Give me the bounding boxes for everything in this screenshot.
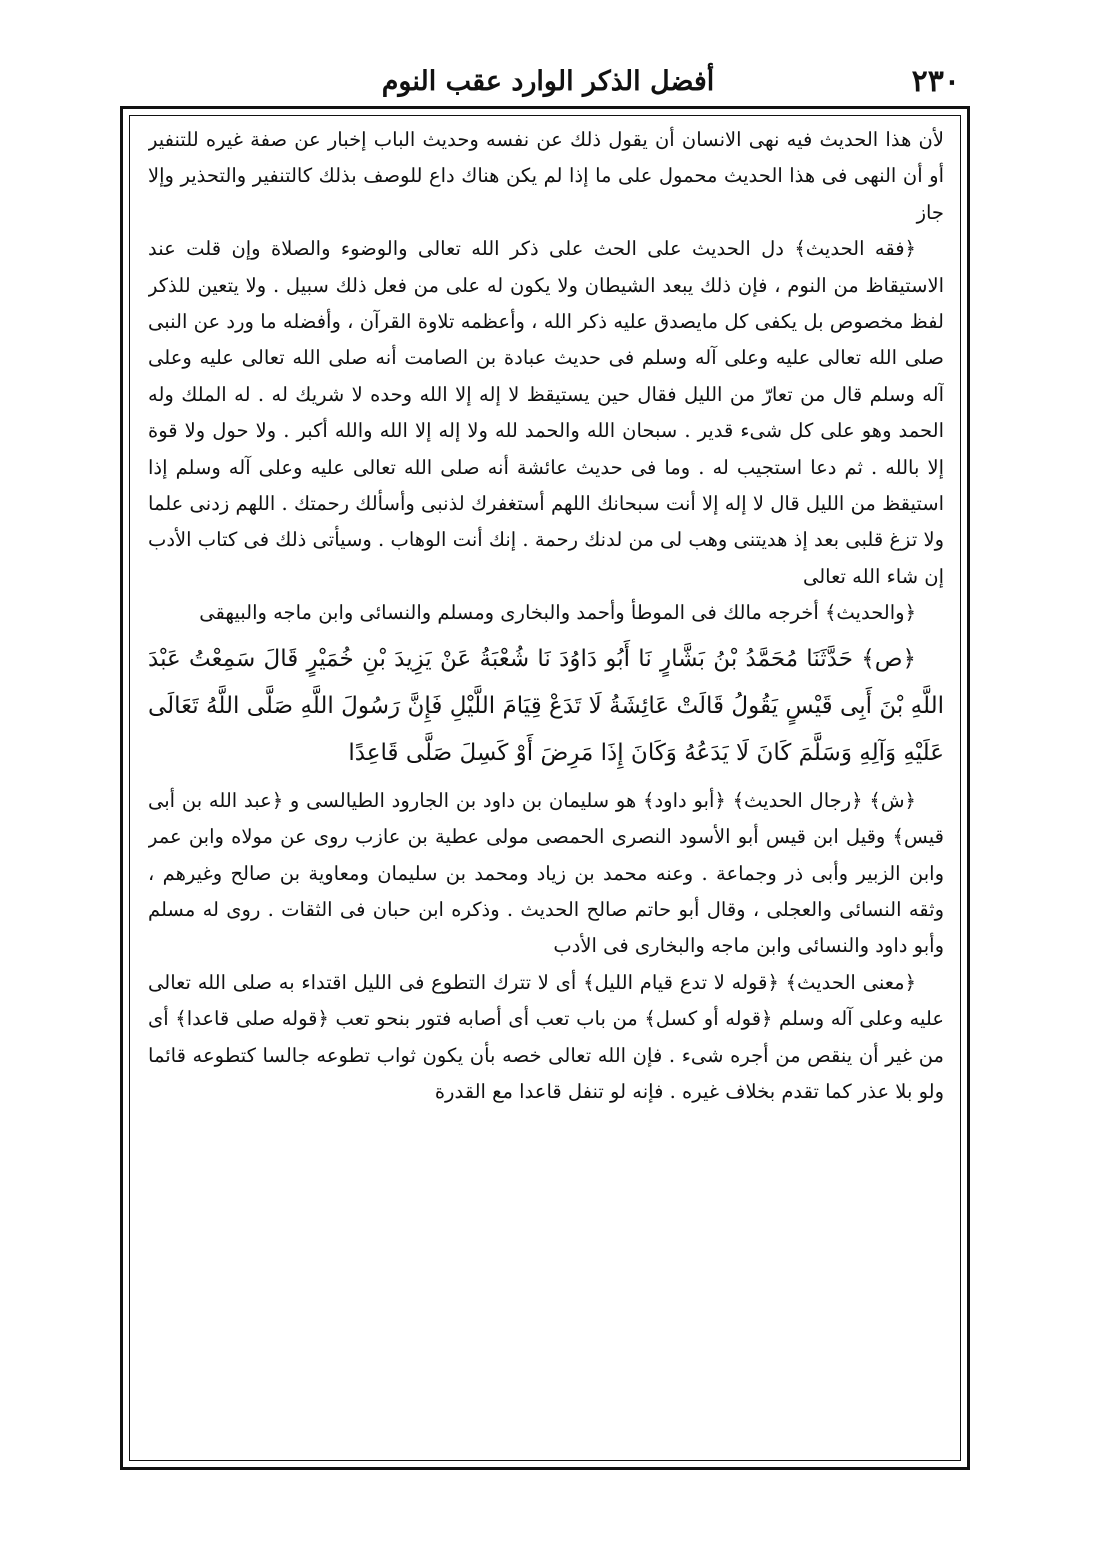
paragraph-mana-al-hadith: ﴿معنى الحديث﴾ ﴿قوله لا تدع قيام الليل﴾ أى لا تترك التطوع فى الليل اقتداء به صلى الله تعالى عليه وعلى آله وسلم ﴿قوله أو كسل﴾ من باب تعب أى أصابه فتور بنحو تعب ﴿قوله صلى قاعدا﴾ أى من غير أن ينقص من أجره شىء . فإن الله تعالى خصه بأن يكون ثواب تطوعه جالسا كتطوعه قائما ولو بلا عذر كما تقدم بخلاف غيره . فإنه لو تنفل قاعدا مع القدرة: [148, 970, 944, 1103]
paragraph-continuation: لأن هذا الحديث فيه نهى الانسان أن يقول ذلك عن نفسه وحديث الباب إخبار عن صفة غيره للتنفير أو أن النهى فى هذا الحديث محمول على ما إذا لم يكن هناك داع للوصف بذلك كالتنفير والتحذير وإلا جاز: [148, 128, 944, 224]
running-title: أفضل الذكر الوارد عقب النوم: [381, 66, 715, 97]
paragraph-takhrij: ﴿والحديث﴾ أخرجه مالك فى الموطأ وأحمد والبخارى ومسلم والنسائى وابن ماجه والبيهقى: [199, 601, 916, 625]
paragraph-fiqh-al-hadith: ﴿فقه الحديث﴾ دل الحديث على الحث على ذكر الله تعالى والوضوء والصلاة وإن قلت عند الاستيقاظ من النوم ، فإن ذلك يبعد الشيطان ولا يكون له على من فعل ذلك سبيل . ولا يتعين للذكر لفظ مخصوص بل يكفى كل مايصدق عليه ذكر الله ، وأعظمه تلاوة القرآن ، وأفضله ما ورد عن النبى صلى الله تعالى عليه وعلى آله وسلم فى حديث عبادة بن الصامت أنه صلى الله تعالى عليه وعلى آله وسلم قال من تعارّ من الليل فقال حين يستيقظ لا إله إلا الله وحده لا شريك له . له الملك وله الحمد وهو على كل شىء قدير . سبحان الله والحمد لله ولا إله إلا الله والله أكبر . ولا حول ولا قوة إلا بالله . ثم دعا استجيب له . وما فى حديث عائشة أنه صلى الله تعالى عليه وعلى آله وسلم إذا استيقظ من الليل قال لا إله إلا أنت سبحانك اللهم أستغفرك لذنبى وأسألك رحمتك . اللهم زدنى علما ولا تزغ قلبى بعد إذ هديتنى وهب لى من لدنك رحمة . إنك أنت الوهاب . وسيأتى ذلك فى كتاب الأدب إن شاء الله تعالى: [148, 237, 944, 588]
paragraph-hadith-text: ﴿ص﴾ حَدَّثَنَا مُحَمَّدُ بْنُ بَشَّارٍ نَا أَبُو دَاوُدَ نَا شُعْبَةُ عَنْ يَزِيدَ بْنِ خُمَيْرٍ قَالَ سَمِعْتُ عَبْدَ اللَّهِ بْنَ أَبِى قَيْسٍ يَقُولُ قَالَتْ عَائِشَةُ لَا تَدَعْ قِيَامَ اللَّيْلِ فَإِنَّ رَسُولَ اللَّهِ صَلَّى اللَّهُ تَعَالَى عَلَيْهِ وَآلِهِ وَسَلَّمَ كَانَ لَا يَدَعُهُ وَكَانَ إِذَا مَرِضَ أَوْ كَسِلَ صَلَّى قَاعِدًا: [148, 645, 944, 766]
paragraph-rijal-al-hadith: ﴿ش﴾ ﴿رجال الحديث﴾ ﴿أبو داود﴾ هو سليمان بن داود بن الجارود الطيالسى و ﴿عبد الله بن أبى قيس﴾ وقيل ابن قيس أبو الأسود النصرى الحمصى مولى عطية بن عازب روى عن مولاه وابن عمر وابن الزبير وأبى ذر وجماعة . وعنه محمد بن زياد ومحمد بن سليمان ومعاوية بن صالح وغيرهم ، وثقه النسائى والعجلى ، وقال أبو حاتم صالح الحديث . وذكره ابن حبان فى الثقات . روى له مسلم وأبو داود والنسائى وابن ماجه والبخارى فى الأدب: [148, 788, 944, 958]
page-header: [128, 60, 968, 104]
body-text: [148, 122, 944, 1456]
page-number: ٢٣٠: [911, 64, 960, 99]
